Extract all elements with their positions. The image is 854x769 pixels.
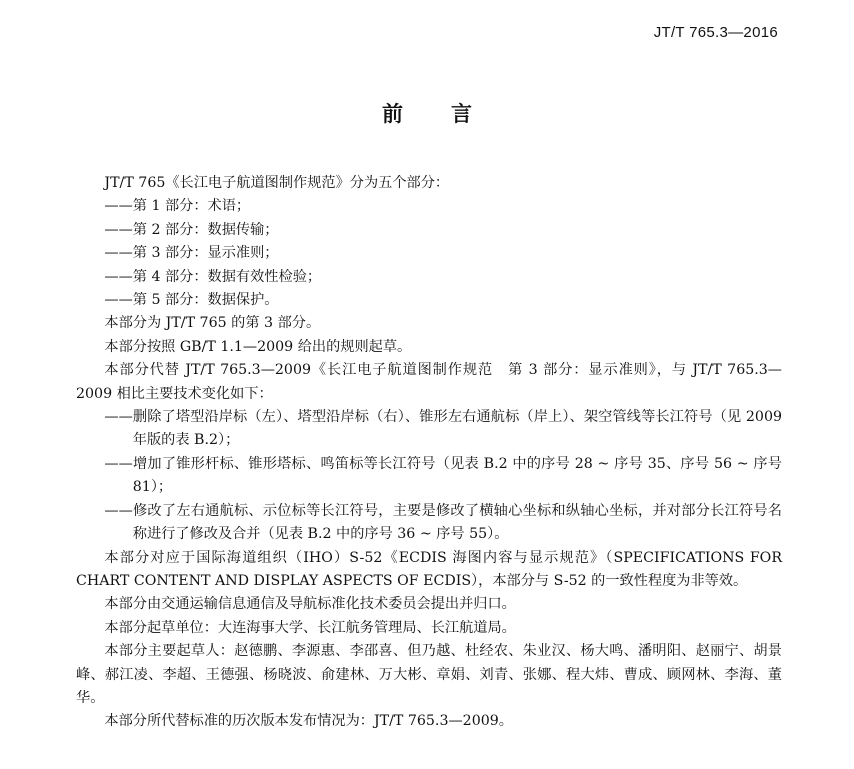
- replaces-paragraph: 本部分代替 JT/T 765.3—2009《长江电子航道图制作规范 第 3 部分：显示准则》，与 JT/T 765.3—2009 相比主要技术变化如下：: [76, 362, 782, 402]
- document-body: [76, 172, 782, 734]
- history-paragraph: 本部分所代替标准的历次版本发布情况为：JT/T 765.3—2009。: [104, 713, 513, 730]
- changes-list: [76, 406, 782, 546]
- correspondence-paragraph: 本部分对应于国际海道组织（IHO）S-52《ECDIS 海图内容与显示规范》（SPECIFICATIONS FOR CHART CONTENT AND DISPLAY ASPECTS OF ECDIS），本部分与 S-52 的一致性程度为非等效。: [76, 549, 782, 589]
- part-item: ——第 2 部分：数据传输；: [104, 221, 279, 238]
- parts-list: [76, 195, 782, 312]
- change-item: ——增加了锥形杆标、锥形塔标、鸣笛标等长江符号（见表 B.2 中的序号 28 ~ 序号 35、序号 56 ~ 序号 81）；: [104, 455, 782, 496]
- change-item: ——删除了塔型沿岸标（左）、塔型沿岸标（右）、锥形左右通航标（岸上）、架空管线等长江符号（见 2009 年版的表 B.2）；: [104, 409, 782, 449]
- standard-code: JT/T 765.3—2016: [653, 24, 778, 41]
- drafters-paragraph: 本部分主要起草人：赵德鹏、李源惠、李邵喜、但乃越、杜经农、朱业汉、杨大鸣、潘明阳、赵丽宁、胡景峰、郝江凌、李超、王德强、杨晓波、俞建林、万大彬、章娟、刘青、张娜、程大炜、曹成、顾网林、李海、董华。: [76, 643, 782, 706]
- part-item: ——第 1 部分：术语；: [104, 198, 251, 215]
- part-item: ——第 5 部分：数据保护。: [104, 292, 279, 309]
- title-char-2: 言: [451, 102, 472, 126]
- part-of-paragraph: 本部分为 JT/T 765 的第 3 部分。: [104, 315, 321, 332]
- part-item: ——第 3 部分：显示准则；: [104, 245, 279, 262]
- page-title: [0, 98, 854, 128]
- proposed-by-paragraph: 本部分由交通运输信息通信及导航标准化技术委员会提出并归口。: [104, 596, 516, 613]
- change-item: ——修改了左右通航标、示位标等长江符号，主要是修改了横轴心坐标和纵轴心坐标，并对部分长江符号名称进行了修改及合并（见表 B.2 中的序号 36 ~ 序号 55）。: [104, 502, 782, 543]
- drafting-rule-paragraph: 本部分按照 GB/T 1.1—2009 给出的规则起草。: [104, 338, 412, 355]
- title-char-1: 前: [382, 102, 403, 126]
- part-item: ——第 4 部分：数据有效性检验；: [104, 268, 322, 285]
- intro-paragraph: JT/T 765《长江电子航道图制作规范》分为五个部分：: [104, 175, 450, 191]
- drafting-units-paragraph: 本部分起草单位：大连海事大学、长江航务管理局、长江航道局。: [104, 619, 516, 636]
